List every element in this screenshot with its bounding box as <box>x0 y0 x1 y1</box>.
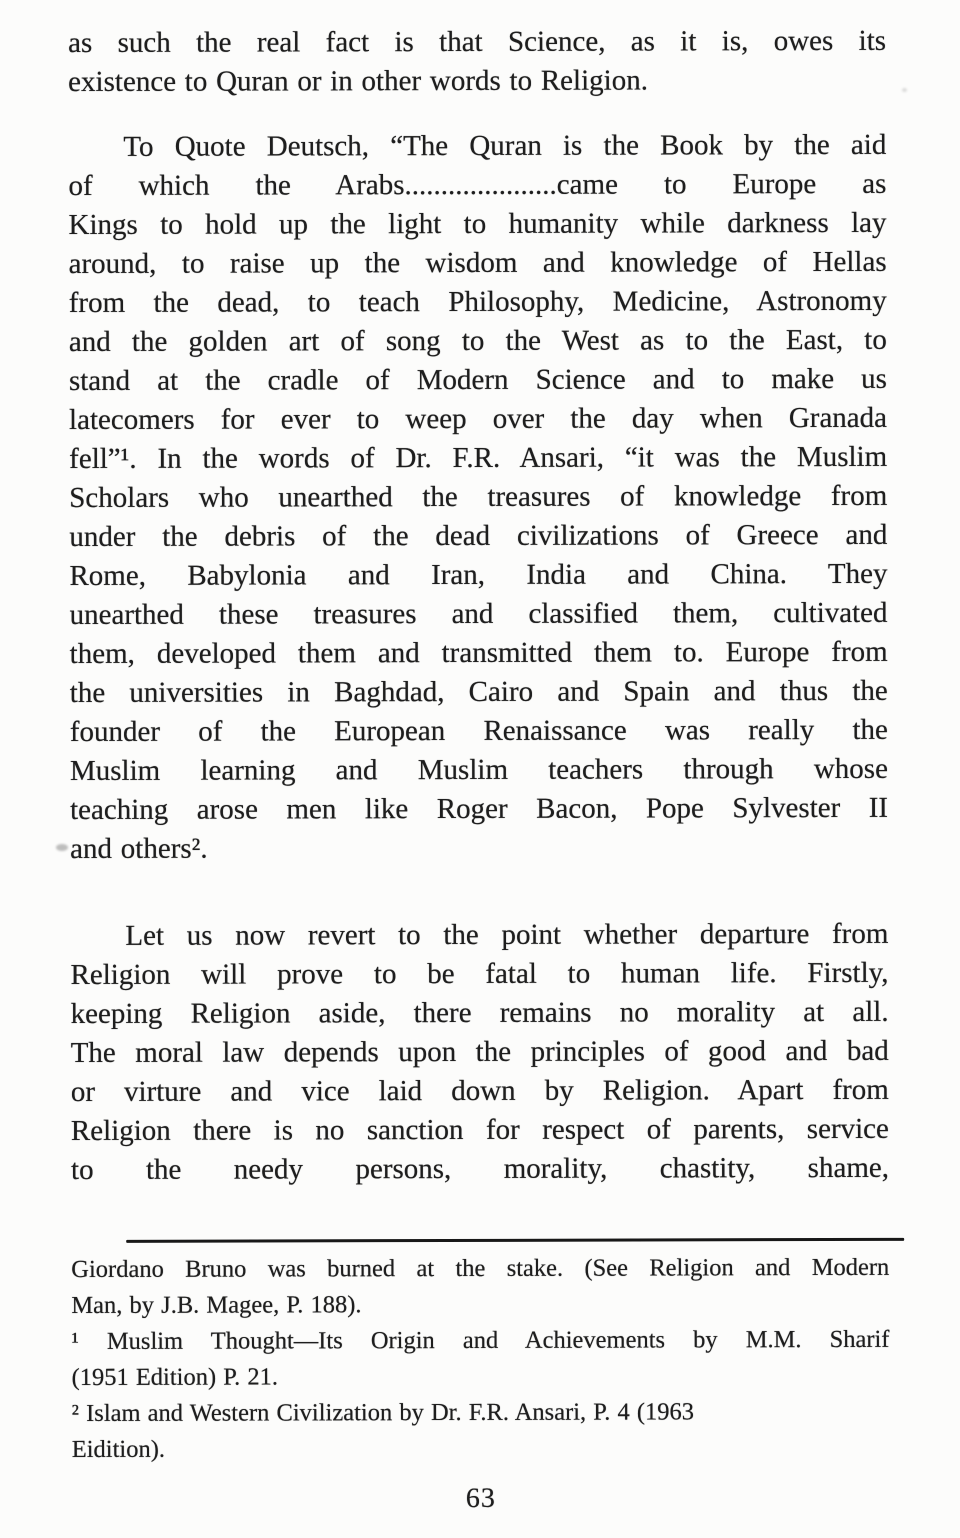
page-number: 63 <box>465 1482 496 1514</box>
text-line: stand at the cradle of Modern Science and to make us <box>68 362 887 397</box>
text-line: of which the Arabs.....................came to Europe as <box>68 167 887 202</box>
text-line: latecomers for ever to weep over the day when Granada <box>68 401 888 436</box>
footnote <box>71 1250 889 1324</box>
text-line: the universities in Baghdad, Cairo and Spain and thus the <box>69 674 888 709</box>
footnotes <box>71 1250 890 1468</box>
text-line: and the golden art of song to the West as to the East, to <box>68 323 887 358</box>
text-line: Religion will prove to be fatal to human life. Firstly, <box>70 956 889 991</box>
text-line: Rome, Babylonia and Iran, India and China. They <box>69 557 888 592</box>
footnote-line: ² Islam and Western Civilization by Dr. F.R. Ansari, P. 4 (1963 <box>71 1398 695 1427</box>
text-line: and others². <box>70 832 208 865</box>
text-line: fell”¹. In the words of Dr. F.R. Ansari, “it was the Muslim <box>69 440 888 475</box>
paragraph-continuation <box>68 22 886 102</box>
text-line: To Quote Deutsch, “The Quran is the Book by the aid <box>123 128 887 163</box>
text-line: to the needy persons, morality, chastity, shame, <box>70 1151 890 1186</box>
footnote-line: Giordano Bruno was burned at the stake. (See Religion and Modern <box>71 1253 890 1283</box>
text-line: Muslim learning and Muslim teachers through whose <box>69 752 888 787</box>
text-line: keeping Religion aside, there remains no morality at all. <box>70 995 889 1030</box>
footnote-line: (1951 Edition) P. 21. <box>71 1363 279 1391</box>
text-line: them, developed them and transmitted them to. Europe from <box>69 635 888 670</box>
scan-speck <box>902 88 907 92</box>
footnote-line: ¹ Muslim Thought—Its Origin and Achievements by M.M. Sharif <box>71 1325 890 1355</box>
text-line: Kings to hold up the light to humanity while darkness lay <box>68 206 887 241</box>
text-line: around, to raise up the wisdom and knowledge of Hellas <box>68 245 887 280</box>
scan-speck <box>56 844 68 851</box>
page-text <box>68 22 890 1516</box>
text-line: Religion there is no sanction for respect of parents, service <box>70 1112 889 1147</box>
footnote-line: Eidition). <box>71 1435 166 1463</box>
text-line: as such the real fact is that Science, as it is, owes its <box>68 24 887 59</box>
text-line: from the dead, to teach Philosophy, Medicine, Astronomy <box>68 284 887 319</box>
text-line: unearthed these treasures and classified them, cultivated <box>69 596 888 631</box>
footnote-line: Man, by J.B. Magee, P. 188). <box>71 1291 362 1319</box>
paragraph-morality <box>70 915 889 1190</box>
text-line: Scholars who unearthed the treasures of knowledge from <box>69 479 888 514</box>
text-line: The moral law depends upon the principles of good and bad <box>70 1034 889 1069</box>
text-line: under the debris of the dead civilizations of Greece and <box>69 518 888 553</box>
paragraph-quote-deutsch <box>68 126 888 869</box>
footnote-divider <box>126 1238 904 1243</box>
text-line: Let us now revert to the point whether departure from <box>125 917 889 952</box>
text-line: teaching arose men like Roger Bacon, Pope Sylvester II <box>70 791 889 826</box>
footnote <box>71 1322 889 1396</box>
text-line: founder of the European Renaissance was really the <box>69 713 888 748</box>
text-line: or virture and vice laid down by Religion. Apart from <box>70 1073 889 1108</box>
footnote <box>72 1394 890 1468</box>
text-line: existence to Quran or in other words to Religion. <box>68 64 648 98</box>
